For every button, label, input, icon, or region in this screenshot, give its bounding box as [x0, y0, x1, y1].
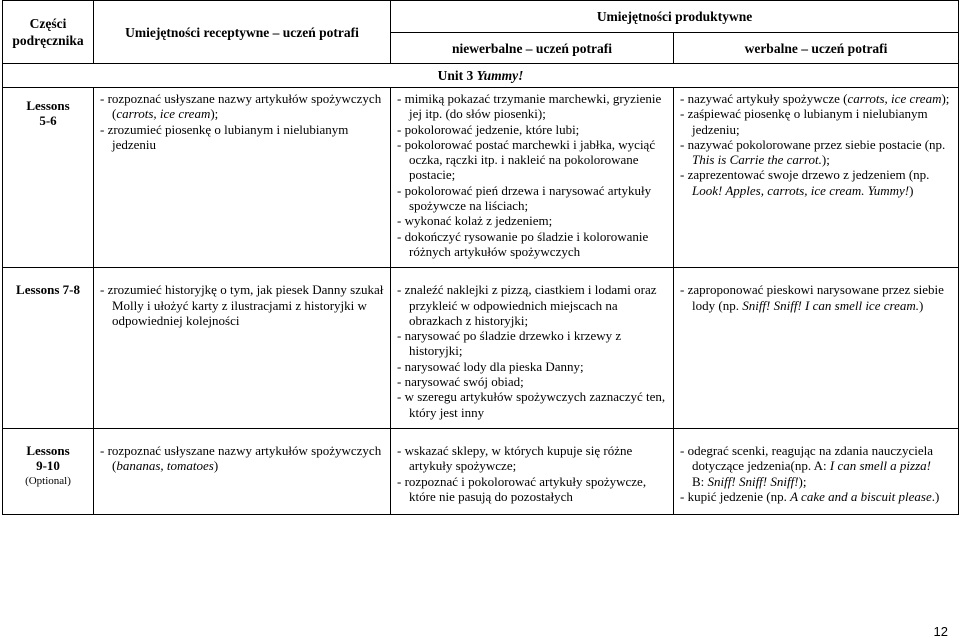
item-example: Look! Apples, carrots, ice cream. Yummy!	[692, 182, 910, 198]
list-item	[680, 167, 952, 198]
list-item: - mimiką pokazać trzymanie marchewki, gryzienie jej itp. (do słów piosenki);	[397, 91, 662, 122]
item-text: - zaśpiewać piosenkę o lubianym i nielubianym jedzeniu;	[680, 106, 928, 137]
verbal-cell	[674, 268, 959, 429]
verbal-cell	[674, 428, 959, 514]
list-item	[680, 474, 952, 489]
list-item: - pokolorować postać marchewki i jabłka, wyciąć oczka, rączki itp. i nakleić na pokolorowane postacie;	[397, 136, 656, 183]
item-text: .)	[931, 488, 940, 504]
item-text: - rozpoznać usłyszane nazwy artykułów spożywczych (	[100, 91, 382, 122]
item-text: B:	[692, 473, 708, 489]
curriculum-table	[2, 0, 959, 515]
header-verbal: werbalne – uczeń potrafi	[674, 33, 959, 64]
item-text: - nazywać artykuły spożywcze (	[680, 91, 848, 106]
item-example: carrots, ice cream	[116, 106, 211, 122]
nonverbal-cell	[391, 428, 674, 514]
unit-title: Unit 3 Yummy!	[3, 64, 959, 88]
list-item: - dokończyć rysowanie po śladzie i kolorowanie różnych artykułów spożywczych	[397, 228, 649, 259]
receptive-cell	[94, 268, 391, 429]
list-item: - rozpoznać i pokolorować artykuły spożywcze, które nie pasują do pozostałych	[397, 473, 647, 504]
list-item	[680, 91, 952, 106]
nonverbal-cell	[391, 88, 674, 268]
list-item	[680, 106, 952, 137]
nonverbal-cell	[391, 268, 674, 429]
item-text: - zaprezentować swoje drzewo z jedzeniem (np.	[680, 167, 930, 183]
list-item: - wskazać sklepy, w których kupuje się różne artykuły spożywcze;	[397, 442, 633, 474]
header-nonverbal: niewerbalne – uczeń potrafi	[391, 33, 674, 64]
page-number: 12	[933, 624, 948, 639]
item-text: - zaproponować pieskowi narysowane przez siebie lody (np.	[680, 282, 944, 313]
list-item	[100, 91, 384, 122]
lesson-label: Lessons 9-10 (Optional)	[3, 428, 94, 514]
lesson-label: Lessons 7-8	[3, 268, 94, 429]
list-item: - narysować lody dla pieska Danny;	[397, 358, 584, 374]
list-item	[100, 282, 384, 328]
receptive-cell	[94, 428, 391, 514]
list-item: - wykonać kolaż z jedzeniem;	[397, 213, 553, 229]
list-item: - znaleźć naklejki z pizzą, ciastkiem i lodami oraz przykleić w odpowiednich miejscach na obrazkach z historyjki;	[397, 282, 657, 328]
item-example: This is Carrie the carrot.	[692, 152, 822, 168]
item-example: Sniff! Sniff! I can smell ice cream.	[742, 297, 919, 313]
list-item	[680, 282, 952, 313]
header-receptive: Umiejętności receptywne – uczeń potrafi	[94, 1, 391, 64]
header-productive: Umiejętności produktywne	[391, 1, 959, 33]
verbal-cell	[674, 88, 959, 268]
item-text: - odegrać scenki, reagując na zdania nauczyciela dotyczące jedzenia(np. A:	[680, 442, 933, 474]
list-item: - narysować swój obiad;	[397, 374, 524, 390]
item-text: - zrozumieć historyjkę o tym, jak piesek Danny szukał Molly i ułożyć karty z ilustracjami z historyjki w odpowiedniej kolejności	[100, 282, 384, 328]
list-item	[100, 122, 384, 153]
item-example: Sniff! Sniff! Sniff!	[707, 473, 799, 489]
item-example: I can smell a pizza!	[829, 458, 931, 474]
list-item	[100, 443, 384, 474]
item-text: );	[821, 152, 830, 168]
optional-note: (Optional)	[25, 474, 71, 487]
item-example: bananas, tomatoes	[116, 458, 214, 474]
item-text: );	[210, 106, 219, 122]
item-example: A cake and a biscuit please	[790, 488, 932, 504]
item-text: )	[918, 297, 924, 313]
lesson-label: Lessons 5-6	[3, 88, 94, 268]
item-text: - rozpoznać usłyszane nazwy artykułów spożywczych (	[100, 442, 382, 474]
item-text: - zrozumieć piosenkę o lubianym i nielubianym jedzeniu	[100, 121, 349, 152]
list-item: - w szeregu artykułów spożywczych zaznaczyć ten, który jest inny	[397, 389, 666, 420]
header-parts: Części podręcznika	[3, 1, 94, 64]
item-text: );	[941, 91, 950, 106]
list-item	[680, 137, 952, 168]
item-text: - nazywać pokolorowane przez siebie postacie (np.	[680, 136, 946, 152]
item-text: )	[213, 458, 219, 474]
list-item: - narysować po śladzie drzewko i krzewy z historyjki;	[397, 328, 622, 359]
list-item	[680, 443, 952, 474]
receptive-cell	[94, 88, 391, 268]
list-item	[680, 489, 952, 504]
list-item: - pokolorować pień drzewa i narysować artykuły spożywcze na liściach;	[397, 182, 652, 214]
list-item: - pokolorować jedzenie, które lubi;	[397, 121, 580, 137]
item-text: )	[909, 182, 914, 198]
item-text: - kupić jedzenie (np.	[680, 488, 791, 504]
item-example: carrots, ice cream	[847, 91, 942, 106]
item-text: );	[798, 473, 807, 489]
